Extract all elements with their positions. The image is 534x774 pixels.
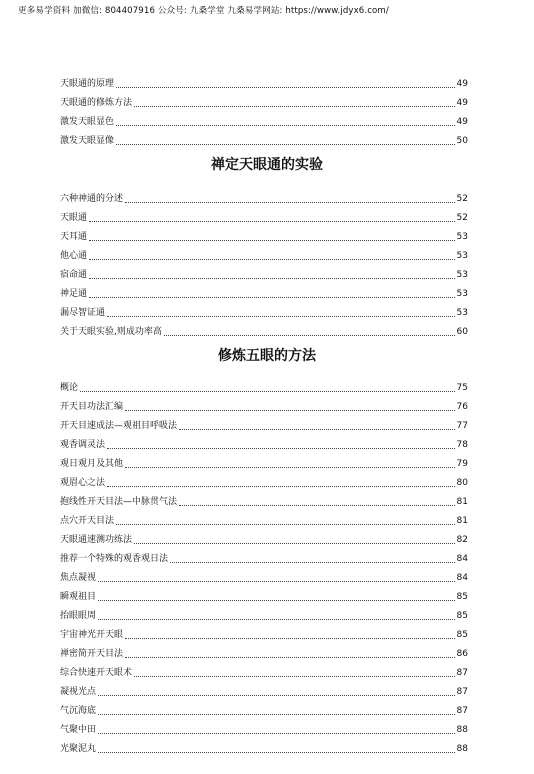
toc-entry-page: 52 (456, 213, 468, 223)
toc-entry-page: 87 (456, 706, 468, 716)
dot-leader (125, 638, 455, 639)
toc-entry[interactable] (60, 109, 468, 128)
toc-entry-title: 点穴开天目法 (60, 516, 115, 526)
dot-leader (80, 391, 455, 392)
dot-leader (116, 87, 455, 88)
toc-entry-page: 49 (456, 79, 468, 89)
toc-entry-page: 49 (456, 117, 468, 127)
dot-leader (107, 486, 455, 487)
dot-leader (116, 144, 455, 145)
toc-entry-page: 79 (456, 459, 468, 469)
toc-entry-title: 概论 (60, 383, 79, 393)
dot-leader (125, 202, 455, 203)
toc-entry[interactable] (60, 527, 468, 546)
toc-entry-title: 开天目速成法—观祖目呼吸法 (60, 421, 178, 431)
toc-entry[interactable] (60, 470, 468, 489)
toc-entry-title: 综合快速开天眼术 (60, 668, 133, 678)
toc-entry-title: 天耳通 (60, 232, 88, 242)
toc-entry[interactable] (60, 698, 468, 717)
toc-entry[interactable] (60, 622, 468, 641)
toc-entry[interactable] (60, 186, 468, 205)
toc-entry-title: 神足通 (60, 289, 88, 299)
dot-leader (98, 733, 455, 734)
toc-entry[interactable] (60, 584, 468, 603)
toc-entry-page: 60 (456, 327, 468, 337)
dot-leader (107, 448, 455, 449)
dot-leader (125, 657, 455, 658)
dot-leader (134, 676, 455, 677)
toc-entry-page: 53 (456, 289, 468, 299)
toc-entry-title: 抱线性开天目法—中脉贯气法 (60, 497, 178, 507)
toc-entry-title: 瞬观祖目 (60, 592, 97, 602)
toc-entry-title: 关于天眼实验,则成功率高 (60, 327, 162, 337)
toc-entry[interactable] (60, 736, 468, 755)
dot-leader (89, 240, 455, 241)
dot-leader (98, 619, 455, 620)
toc-entry[interactable] (60, 205, 468, 224)
toc-entry[interactable] (60, 432, 468, 451)
toc-entry-title: 漏尽智证通 (60, 308, 106, 318)
toc-entry[interactable] (60, 375, 468, 394)
toc-entry-title: 凝视光点 (60, 687, 97, 697)
toc-entry-title: 抬眼眼周 (60, 611, 97, 621)
toc-entry-page: 78 (456, 440, 468, 450)
toc-entry-page: 84 (456, 554, 468, 564)
toc-entry[interactable] (60, 281, 468, 300)
toc-entry-page: 53 (456, 251, 468, 261)
toc-entry-title: 六种神通的分述 (60, 194, 124, 204)
dot-leader (89, 221, 455, 222)
toc-entry-page: 50 (456, 136, 468, 146)
toc-entry[interactable] (60, 224, 468, 243)
toc-entry-page: 85 (456, 630, 468, 640)
toc-entry-page: 52 (456, 194, 468, 204)
toc-entry-page: 85 (456, 592, 468, 602)
toc-entry[interactable] (60, 717, 468, 736)
toc-entry-title: 激发天眼显色 (60, 117, 115, 127)
dot-leader (116, 125, 455, 126)
toc-entry-title: 天眼通速测功练法 (60, 535, 133, 545)
toc-entry-page: 87 (456, 687, 468, 697)
toc-entry-page: 88 (456, 725, 468, 735)
dot-leader (98, 695, 455, 696)
toc-entry[interactable] (60, 603, 468, 622)
dot-leader (134, 543, 455, 544)
dot-leader (98, 600, 455, 601)
toc-entry[interactable] (60, 319, 468, 338)
toc-entry-page: 53 (456, 232, 468, 242)
toc-entry-title: 观眉心之法 (60, 478, 106, 488)
dot-leader (89, 259, 455, 260)
toc-entry[interactable] (60, 394, 468, 413)
toc-entry[interactable] (60, 489, 468, 508)
dot-leader (164, 335, 455, 336)
toc-entry-title: 开天目功法汇编 (60, 402, 124, 412)
toc-entry[interactable] (60, 679, 468, 698)
toc-entry-page: 86 (456, 649, 468, 659)
toc-entry-page: 85 (456, 611, 468, 621)
toc-entry-page: 84 (456, 573, 468, 583)
toc-entry-title: 天眼通的原理 (60, 79, 115, 89)
toc-entry-title: 气沉海底 (60, 706, 97, 716)
toc-entry[interactable] (60, 546, 468, 565)
toc-entry-title: 禅密简开天目法 (60, 649, 124, 659)
toc-entry-page: 53 (456, 308, 468, 318)
toc-entry-title: 光聚泥丸 (60, 744, 97, 754)
toc-entry-title: 天眼通 (60, 213, 88, 223)
toc-entry-page: 77 (456, 421, 468, 431)
toc-entry-page: 81 (456, 497, 468, 507)
dot-leader (179, 429, 455, 430)
dot-leader (107, 316, 455, 317)
toc-entry-title: 宇宙神光开天眼 (60, 630, 124, 640)
toc-group-meditation (60, 186, 468, 338)
toc-entry-title: 观香调灵法 (60, 440, 106, 450)
toc-entry-page: 49 (456, 98, 468, 108)
toc-entry-title: 宿命通 (60, 270, 88, 280)
dot-leader (125, 467, 455, 468)
toc-entry-page: 87 (456, 668, 468, 678)
toc-entry-page: 53 (456, 270, 468, 280)
toc-entry-page: 88 (456, 744, 468, 754)
dot-leader (98, 752, 455, 753)
toc-entry-page: 82 (456, 535, 468, 545)
toc-entry-title: 天眼通的修炼方法 (60, 98, 133, 108)
toc-entry[interactable] (60, 243, 468, 262)
toc-entry-title: 激发天眼显像 (60, 136, 115, 146)
toc-entry[interactable] (60, 413, 468, 432)
toc-entry-title: 推荐一个特殊的观香观日法 (60, 554, 169, 564)
toc-entry[interactable] (60, 565, 468, 584)
dot-leader (116, 524, 455, 525)
dot-leader (98, 714, 455, 715)
toc-entry-page: 81 (456, 516, 468, 526)
toc-entry-title: 他心通 (60, 251, 88, 261)
toc-entry-title: 气聚中田 (60, 725, 97, 735)
dot-leader (134, 106, 455, 107)
dot-leader (89, 278, 455, 279)
toc-entry[interactable] (60, 660, 468, 679)
dot-leader (179, 505, 455, 506)
dot-leader (98, 581, 455, 582)
dot-leader (89, 297, 455, 298)
toc-entry[interactable] (60, 128, 468, 147)
toc-entry[interactable] (60, 262, 468, 281)
dot-leader (125, 410, 455, 411)
toc-entry-page: 75 (456, 383, 468, 393)
toc-group-principles (60, 71, 468, 147)
page-header: 更多易学资料 加微信: 804407916 公众号: 九桑学堂 九桑易学网站: https://www.jdyx6.com/ (18, 6, 389, 16)
section-heading: 修炼五眼的方法 (218, 348, 316, 364)
toc-entry[interactable] (60, 90, 468, 109)
toc-group-five-eyes (60, 375, 468, 755)
toc-entry-title: 观日观月及其他 (60, 459, 124, 469)
section-heading: 禅定天眼通的实验 (211, 157, 323, 173)
toc-entry[interactable] (60, 71, 468, 90)
toc-entry[interactable] (60, 451, 468, 470)
toc-entry-page: 80 (456, 478, 468, 488)
toc-entry[interactable] (60, 641, 468, 660)
dot-leader (170, 562, 455, 563)
toc-entry-page: 76 (456, 402, 468, 412)
toc-entry[interactable] (60, 508, 468, 527)
toc-entry[interactable] (60, 300, 468, 319)
toc-entry-title: 焦点凝视 (60, 573, 97, 583)
